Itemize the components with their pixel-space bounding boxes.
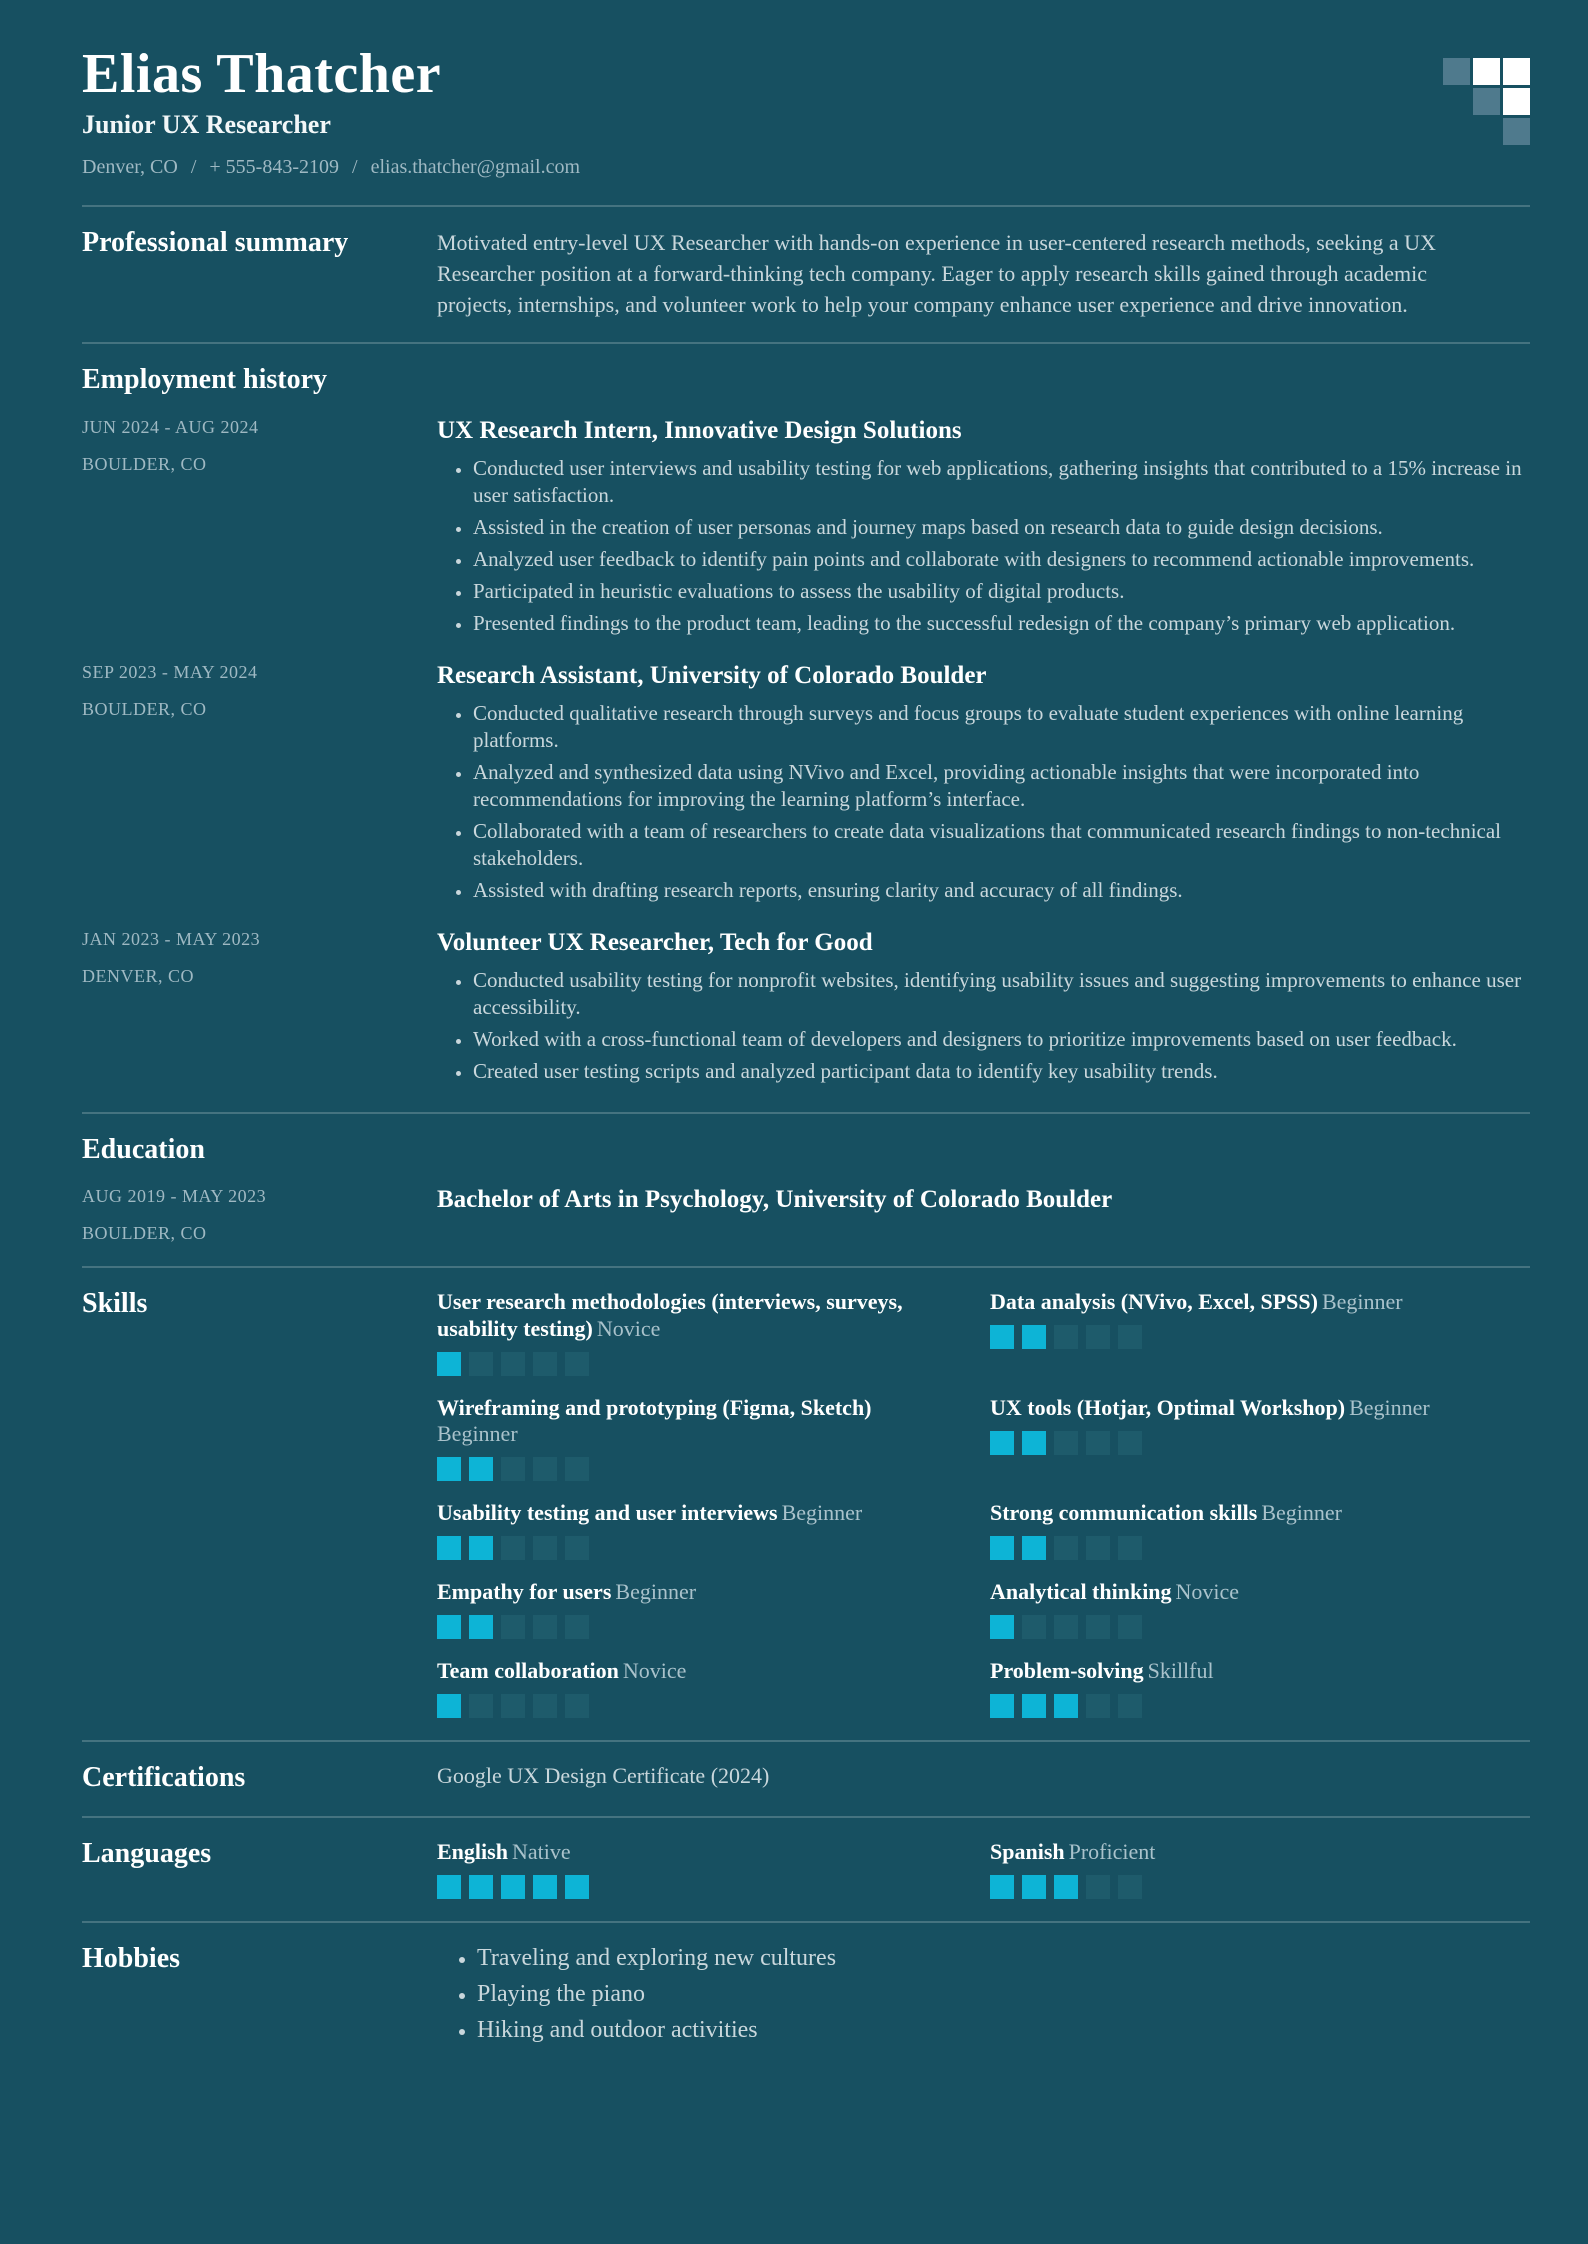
job-bullet: • Assisted with drafting research reports, ensuring clarity and accuracy of all findings. bbox=[473, 877, 1530, 904]
level-square bbox=[990, 1431, 1014, 1455]
level-square bbox=[565, 1694, 589, 1718]
person-name: Elias Thatcher bbox=[82, 43, 442, 105]
level-square bbox=[1086, 1536, 1110, 1560]
skill-item bbox=[990, 1394, 1530, 1481]
education-location: BOULDER, CO bbox=[82, 1222, 207, 1243]
level-square bbox=[469, 1457, 493, 1481]
skill-level-label: Beginner bbox=[1261, 1499, 1342, 1525]
skill-level-label: Beginner bbox=[615, 1578, 697, 1604]
job-body bbox=[437, 662, 1530, 909]
job-bullet-list bbox=[437, 700, 1530, 904]
skill-level-squares bbox=[437, 1694, 950, 1718]
job-bullet: • Analyzed user feedback to identify pain points and collaborate with designers to recommend actionable improvements. bbox=[473, 546, 1530, 573]
level-square bbox=[1022, 1325, 1046, 1349]
contact-email: elias.thatcher@gmail.com bbox=[370, 156, 581, 179]
level-square bbox=[501, 1615, 525, 1639]
job-dates: JAN 2023 - MAY 2023 bbox=[82, 928, 261, 949]
logo-cell bbox=[1473, 58, 1500, 85]
job-title: UX Research Intern, Innovative Design Solutions bbox=[437, 416, 962, 444]
job-bullet-list bbox=[437, 967, 1530, 1085]
section-hobbies bbox=[82, 1923, 1530, 2073]
level-square bbox=[533, 1875, 557, 1899]
skill-name: Analytical thinking bbox=[990, 1578, 1172, 1604]
job-bullet: • Conducted user interviews and usability testing for web applications, gathering insights that contributed to a 15% increase in user satisfaction. bbox=[473, 455, 1530, 509]
level-square bbox=[565, 1875, 589, 1899]
level-square bbox=[1054, 1694, 1078, 1718]
level-square bbox=[501, 1875, 525, 1899]
level-square bbox=[501, 1352, 525, 1376]
level-square bbox=[469, 1352, 493, 1376]
hobby-item: • Hiking and outdoor activities bbox=[477, 2015, 1530, 2045]
skill-level-squares bbox=[990, 1615, 1490, 1639]
job-bullet: • Worked with a cross-functional team of developers and designers to prioritize improvements based on user feedback. bbox=[473, 1026, 1530, 1053]
skill-level-squares bbox=[437, 1615, 950, 1639]
job-title: Research Assistant, University of Colorado Boulder bbox=[437, 661, 987, 689]
hobby-item: • Traveling and exploring new cultures bbox=[477, 1943, 1530, 1973]
logo-cell bbox=[1503, 118, 1530, 145]
education-entry bbox=[82, 1186, 1530, 1244]
job-body bbox=[437, 417, 1530, 642]
job-title: Volunteer UX Researcher, Tech for Good bbox=[437, 928, 873, 956]
education-dates: AUG 2019 - MAY 2023 bbox=[82, 1185, 267, 1206]
skill-name: Usability testing and user interviews bbox=[437, 1499, 778, 1525]
language-level-squares bbox=[990, 1875, 1490, 1899]
level-square bbox=[565, 1536, 589, 1560]
logo-cell bbox=[1473, 118, 1500, 145]
skill-name: Team collaboration bbox=[437, 1657, 619, 1683]
level-square bbox=[1118, 1431, 1142, 1455]
logo-cell bbox=[1443, 88, 1470, 115]
language-item bbox=[437, 1838, 990, 1899]
level-square bbox=[437, 1694, 461, 1718]
level-square bbox=[1054, 1431, 1078, 1455]
job-bullet: • Participated in heuristic evaluations to assess the usability of digital products. bbox=[473, 578, 1530, 605]
skill-name: Strong communication skills bbox=[990, 1499, 1258, 1525]
level-square bbox=[990, 1536, 1014, 1560]
person-job-title: Junior UX Researcher bbox=[82, 110, 331, 140]
skill-level-label: Novice bbox=[1175, 1578, 1240, 1604]
skill-name: Problem-solving bbox=[990, 1657, 1144, 1683]
level-square bbox=[437, 1536, 461, 1560]
level-square bbox=[469, 1694, 493, 1718]
skill-item bbox=[437, 1578, 990, 1639]
section-certifications bbox=[82, 1742, 1530, 1816]
skill-level-squares bbox=[990, 1694, 1490, 1718]
hobbies-heading: Hobbies bbox=[82, 1943, 181, 1975]
skills-grid bbox=[437, 1288, 1530, 1718]
level-square bbox=[533, 1615, 557, 1639]
squares-grid-logo-icon bbox=[1443, 58, 1530, 145]
job-bullet: • Created user testing scripts and analyzed participant data to identify key usability trends. bbox=[473, 1058, 1530, 1085]
skill-item bbox=[437, 1657, 990, 1718]
job-location: BOULDER, CO bbox=[82, 698, 207, 719]
level-square bbox=[1118, 1325, 1142, 1349]
skill-level-label: Novice bbox=[596, 1315, 661, 1341]
skill-item bbox=[990, 1657, 1530, 1718]
level-square bbox=[1022, 1536, 1046, 1560]
summary-heading: Professional summary bbox=[82, 227, 349, 259]
level-square bbox=[1086, 1694, 1110, 1718]
contact-phone: + 555-843-2109 bbox=[209, 156, 340, 179]
level-square bbox=[1022, 1694, 1046, 1718]
job-bullet: • Conducted usability testing for nonprofit websites, identifying usability issues and suggesting improvements to enhance user accessibility. bbox=[473, 967, 1530, 1021]
level-square bbox=[1086, 1615, 1110, 1639]
education-degree: Bachelor of Arts in Psychology, University of Colorado Boulder bbox=[437, 1185, 1113, 1213]
skill-name: UX tools (Hotjar, Optimal Workshop) bbox=[990, 1394, 1346, 1420]
job-entry bbox=[82, 662, 1530, 909]
logo-cell bbox=[1443, 58, 1470, 85]
skill-level-squares bbox=[437, 1457, 950, 1481]
skill-item bbox=[990, 1499, 1530, 1560]
level-square bbox=[990, 1875, 1014, 1899]
skill-level-label: Beginner bbox=[781, 1499, 863, 1525]
certifications-heading: Certifications bbox=[82, 1761, 246, 1793]
section-employment bbox=[82, 344, 1530, 1111]
contact-separator: / bbox=[352, 156, 358, 179]
hobby-item: • Playing the piano bbox=[477, 1979, 1530, 2009]
skill-level-label: Skillful bbox=[1147, 1657, 1214, 1683]
level-square bbox=[565, 1352, 589, 1376]
job-bullet-list bbox=[437, 455, 1530, 637]
skill-item bbox=[437, 1288, 990, 1376]
level-square bbox=[1086, 1875, 1110, 1899]
job-body bbox=[437, 929, 1530, 1090]
level-square bbox=[469, 1875, 493, 1899]
skill-name: User research methodologies (interviews, surveys, usability testing) bbox=[437, 1288, 903, 1341]
level-square bbox=[501, 1536, 525, 1560]
level-square bbox=[501, 1457, 525, 1481]
skills-heading: Skills bbox=[82, 1287, 148, 1319]
skill-item bbox=[437, 1499, 990, 1560]
contact-location: Denver, CO bbox=[82, 156, 178, 179]
skill-item bbox=[990, 1288, 1530, 1376]
language-item bbox=[990, 1838, 1530, 1899]
level-square bbox=[501, 1694, 525, 1718]
level-square bbox=[1086, 1431, 1110, 1455]
job-location: DENVER, CO bbox=[82, 965, 194, 986]
skill-name: Empathy for users bbox=[437, 1578, 612, 1604]
skill-level-squares bbox=[437, 1536, 950, 1560]
skill-item bbox=[437, 1394, 990, 1481]
education-heading: Education bbox=[82, 1133, 205, 1165]
skill-level-squares bbox=[437, 1352, 950, 1376]
level-square bbox=[1022, 1431, 1046, 1455]
level-square bbox=[1022, 1875, 1046, 1899]
job-dates: JUN 2024 - AUG 2024 bbox=[82, 416, 259, 437]
level-square bbox=[990, 1694, 1014, 1718]
section-summary bbox=[82, 207, 1530, 342]
level-square bbox=[1118, 1694, 1142, 1718]
section-skills bbox=[82, 1268, 1530, 1740]
level-square bbox=[469, 1536, 493, 1560]
level-square bbox=[1022, 1615, 1046, 1639]
job-location: BOULDER, CO bbox=[82, 453, 207, 474]
job-bullet: • Assisted in the creation of user personas and journey maps based on research data to guide design decisions. bbox=[473, 514, 1530, 541]
level-square bbox=[533, 1536, 557, 1560]
skill-item bbox=[990, 1578, 1530, 1639]
level-square bbox=[565, 1615, 589, 1639]
logo-cell bbox=[1443, 118, 1470, 145]
logo-cell bbox=[1503, 88, 1530, 115]
languages-heading: Languages bbox=[82, 1838, 212, 1870]
level-square bbox=[990, 1615, 1014, 1639]
level-square bbox=[469, 1615, 493, 1639]
level-square bbox=[1118, 1536, 1142, 1560]
header bbox=[82, 44, 1530, 179]
level-square bbox=[437, 1457, 461, 1481]
job-meta bbox=[82, 417, 437, 475]
education-meta bbox=[82, 1186, 437, 1244]
level-square bbox=[1086, 1325, 1110, 1349]
level-square bbox=[437, 1615, 461, 1639]
job-bullet: • Collaborated with a team of researchers to create data visualizations that communicated research findings to non-technical stakeholders. bbox=[473, 818, 1530, 872]
level-square bbox=[437, 1875, 461, 1899]
skill-level-squares bbox=[990, 1325, 1490, 1349]
hobby-list bbox=[437, 1943, 1530, 2051]
skill-level-label: Beginner bbox=[1349, 1394, 1430, 1420]
section-languages bbox=[82, 1818, 1530, 1921]
level-square bbox=[533, 1457, 557, 1481]
skill-level-squares bbox=[990, 1536, 1490, 1560]
job-bullet: • Conducted qualitative research through surveys and focus groups to evaluate student experiences with online learning platforms. bbox=[473, 700, 1530, 754]
level-square bbox=[565, 1457, 589, 1481]
level-square bbox=[1118, 1615, 1142, 1639]
level-square bbox=[1054, 1615, 1078, 1639]
job-meta bbox=[82, 929, 437, 987]
summary-text: Motivated entry-level UX Researcher with hands-on experience in user-centered research methods, seeking a UX Researcher position at a forward-thinking tech company. Eager to apply research skills gained through academic projects, internships, and volunteer work to help your company enhance user experience and drive innovation. bbox=[437, 230, 1436, 318]
job-meta bbox=[82, 662, 437, 720]
language-level-label: Native bbox=[511, 1839, 571, 1865]
languages-grid bbox=[437, 1838, 1530, 1899]
job-entry bbox=[82, 929, 1530, 1090]
employment-heading: Employment history bbox=[82, 364, 327, 396]
language-level-label: Proficient bbox=[1068, 1839, 1156, 1865]
job-entry bbox=[82, 417, 1530, 642]
skill-level-label: Beginner bbox=[1321, 1288, 1403, 1314]
contact-line bbox=[82, 156, 580, 179]
header-identity bbox=[82, 44, 580, 179]
level-square bbox=[1054, 1325, 1078, 1349]
level-square bbox=[533, 1352, 557, 1376]
certification-item: Google UX Design Certificate (2024) bbox=[437, 1762, 770, 1788]
skill-name: Data analysis (NVivo, Excel, SPSS) bbox=[990, 1288, 1318, 1314]
level-square bbox=[533, 1694, 557, 1718]
job-bullet: • Presented findings to the product team, leading to the successful redesign of the company’s primary web application. bbox=[473, 610, 1530, 637]
level-square bbox=[1054, 1536, 1078, 1560]
job-dates: SEP 2023 - MAY 2024 bbox=[82, 661, 258, 682]
job-bullet: • Analyzed and synthesized data using NVivo and Excel, providing actionable insights that were incorporated into recommendations for improving the learning platform’s interface. bbox=[473, 759, 1530, 813]
level-square bbox=[1118, 1875, 1142, 1899]
level-square bbox=[990, 1325, 1014, 1349]
logo-cell bbox=[1473, 88, 1500, 115]
level-square bbox=[437, 1352, 461, 1376]
skill-level-label: Beginner bbox=[437, 1420, 518, 1446]
language-name: Spanish bbox=[990, 1839, 1065, 1865]
language-level-squares bbox=[437, 1875, 950, 1899]
level-square bbox=[1054, 1875, 1078, 1899]
logo-cell bbox=[1503, 58, 1530, 85]
language-name: English bbox=[437, 1839, 508, 1865]
skill-level-squares bbox=[990, 1431, 1490, 1455]
skill-name: Wireframing and prototyping (Figma, Sketch) bbox=[437, 1394, 872, 1420]
skill-level-label: Novice bbox=[622, 1657, 687, 1683]
section-education bbox=[82, 1114, 1530, 1266]
contact-separator: / bbox=[190, 156, 197, 179]
